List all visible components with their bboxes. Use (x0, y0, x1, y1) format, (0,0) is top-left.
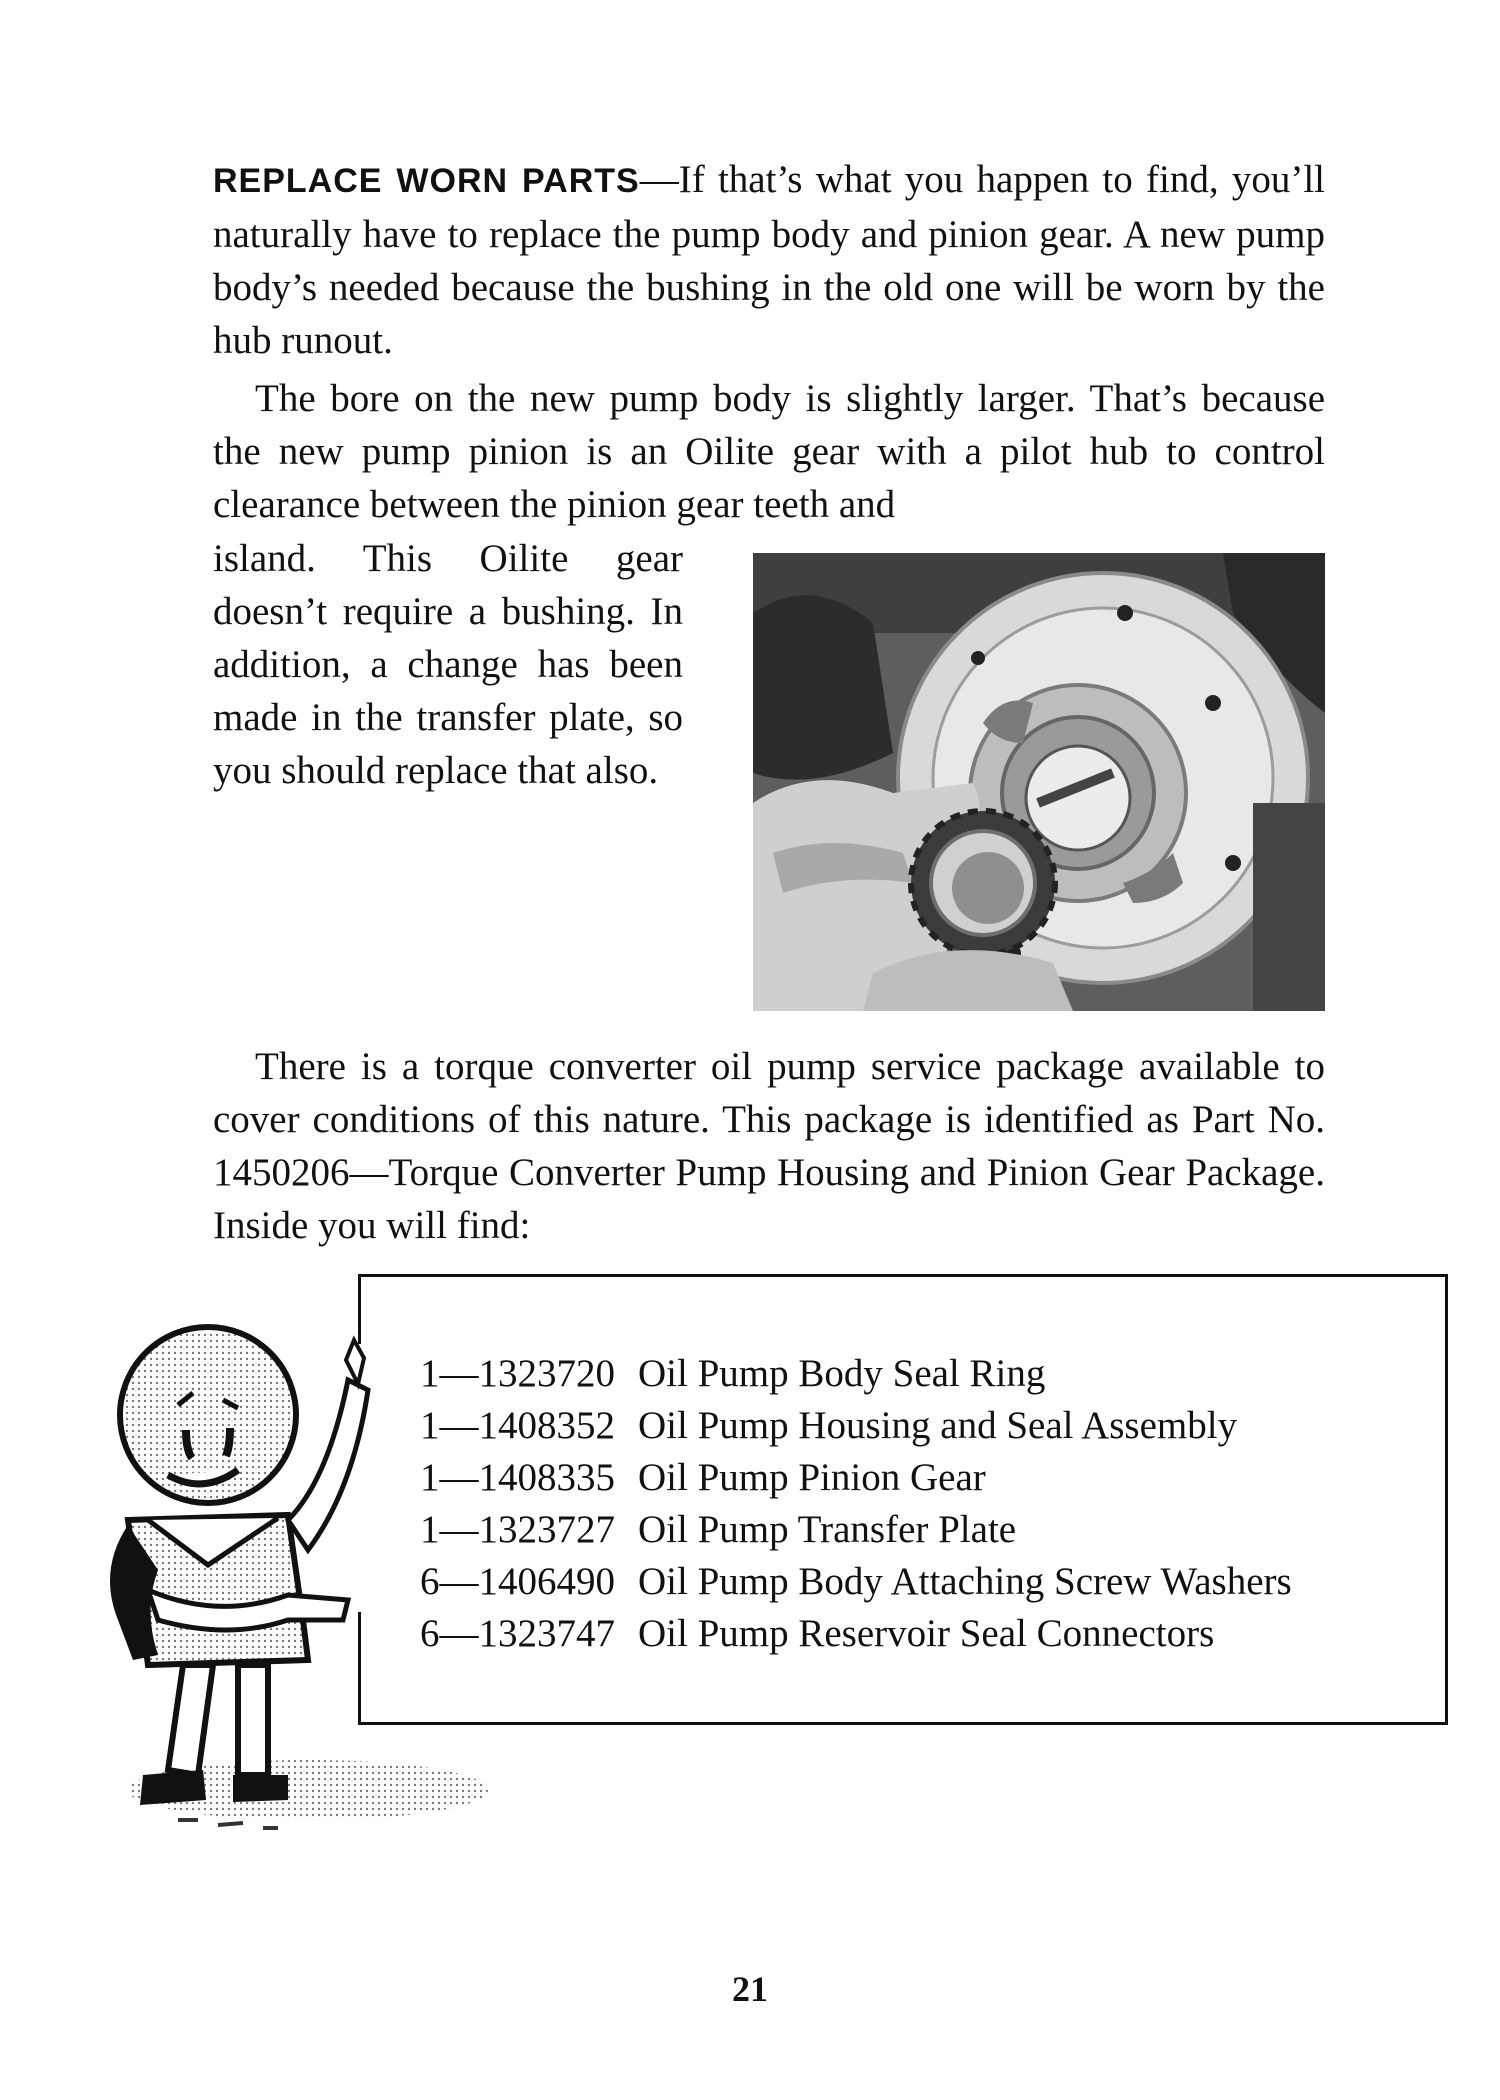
parts-list-item (420, 1400, 1440, 1452)
parts-list-item (420, 1504, 1440, 1556)
part-description: Oil Pump Transfer Plate (638, 1508, 1017, 1551)
section-heading: REPLACE WORN PARTS (213, 162, 640, 200)
mascot-illustration (88, 1320, 488, 1840)
page-number: 21 (732, 1969, 768, 2009)
parts-list-item (420, 1348, 1440, 1400)
paragraph-bore-top: The bore on the new pump body is slightly larger. That’s because the new pump pinion is an Oilite gear with a pilot hub to control clearance between the pinion gear teeth and (213, 377, 1325, 526)
part-number: 1—1323727 (420, 1508, 615, 1551)
mascot-figure (88, 1320, 488, 1840)
pump-gear-photo-illustration (753, 553, 1325, 1011)
part-number: 1—1408335 (420, 1456, 615, 1499)
part-description: Oil Pump Body Attaching Screw Washers (638, 1560, 1292, 1603)
parts-list-item (420, 1452, 1440, 1504)
paragraph-replace-worn-parts (213, 153, 1325, 367)
parts-list-item (420, 1556, 1440, 1608)
parts-list-item (420, 1608, 1440, 1660)
paragraph-bore-wrapped: island. This Oilite gear doesn’t require a bushing. In addition, a change has been made in the transfer plate, so you should replace that also. (213, 537, 683, 792)
paragraph-service-package: There is a torque converter oil pump service package available to cover conditions of this nature. This package is identified as Part No. 1450206—Torque Converter Pump Housing and Pinion Gear Package. Inside you will find: (213, 1045, 1325, 1247)
part-description: Oil Pump Body Seal Ring (638, 1352, 1046, 1395)
part-description: Oil Pump Pinion Gear (638, 1456, 986, 1499)
part-description: Oil Pump Housing and Seal Assembly (638, 1404, 1238, 1447)
part-number: 1—1408352 (420, 1404, 615, 1447)
part-description: Oil Pump Reservoir Seal Connectors (638, 1612, 1215, 1655)
paragraph-1-text: —If that’s what you happen to find, you’ll naturally have to replace the pump body and pinion gear. A new pump body’s needed because the bushing in the old one will be worn by the hub runout. (213, 158, 1325, 362)
parts-list (420, 1348, 1440, 1660)
part-number: 1—1323720 (420, 1352, 615, 1395)
pump-gear-photo (753, 553, 1325, 1011)
part-number: 6—1406490 (420, 1560, 615, 1603)
part-number: 6—1323747 (420, 1612, 615, 1655)
